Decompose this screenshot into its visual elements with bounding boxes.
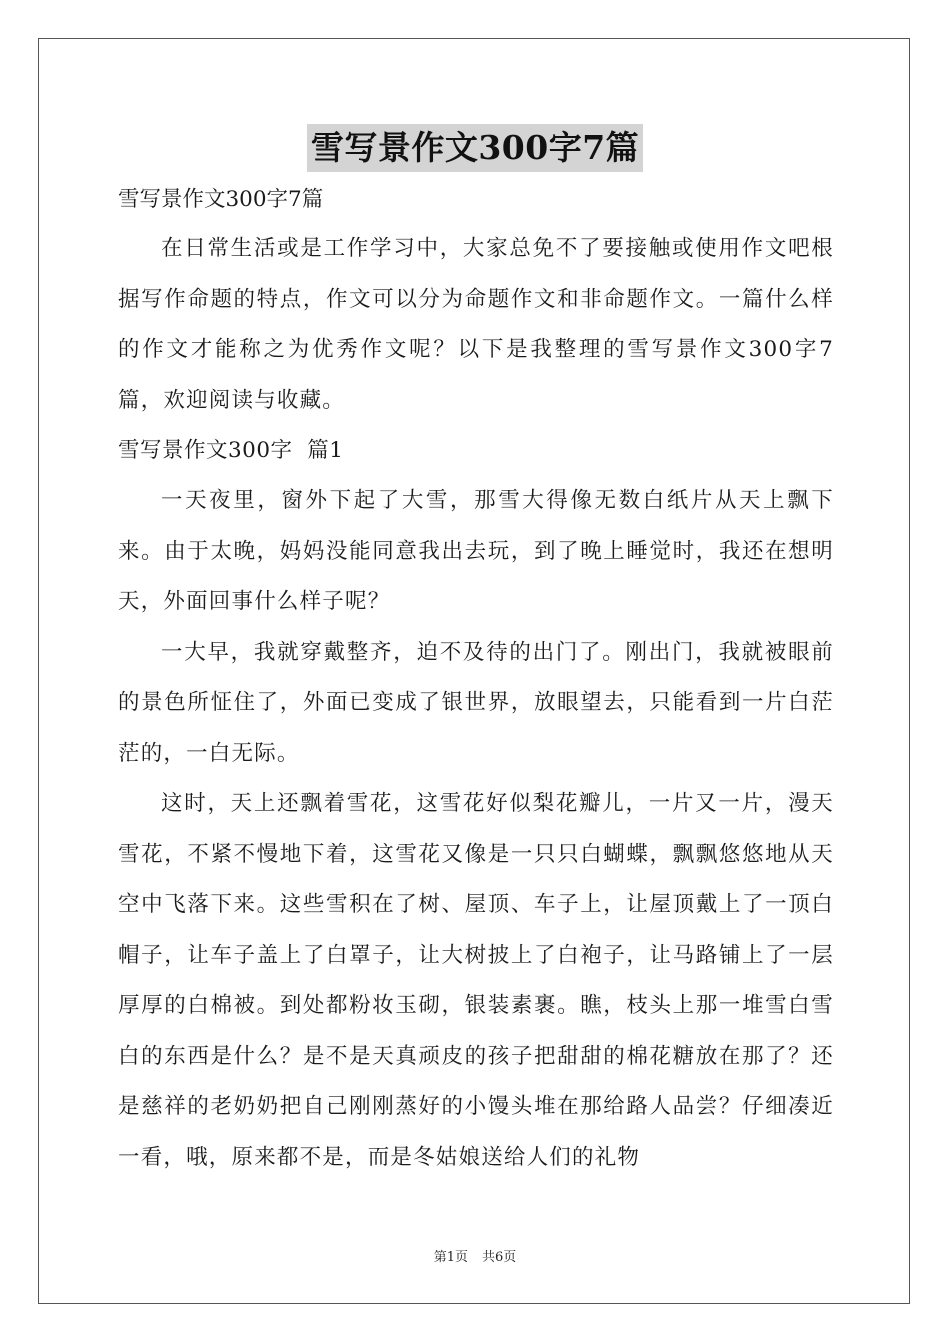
section-heading: 雪写景作文300字 篇1 — [118, 438, 344, 463]
document-body — [118, 176, 834, 1183]
intro-paragraph: 在日常生活或是工作学习中，大家总免不了要接触或使用作文吧根据写作命题的特点，作文可以分为命题作文和非命题作文。一篇什么样的作文才能称之为优秀作文呢？以下是我整理的雪写景作文300字7篇，欢迎阅读与收藏。 — [118, 236, 834, 413]
body-paragraph-3: 这时，天上还飘着雪花，这雪花好似梨花瓣儿，一片又一片，漫天雪花，不紧不慢地下着，这雪花又像是一只只白蝴蝶，飘飘悠悠地从天空中飞落下来。这些雪积在了树、屋顶、车子上，让屋顶戴上了一顶白帽子，让车子盖上了白罩子，让大树披上了白袍子，让马路铺上了一层厚厚的白棉被。到处都粉妆玉砌，银装素裹。瞧，枝头上那一堆雪白雪白的东西是什么？是不是天真顽皮的孩子把甜甜的棉花糖放在那了？还是慈祥的老奶奶把自己刚刚蒸好的小馒头堆在那给路人品尝？仔细凑近一看，哦，原来都不是，而是冬姑娘送给人们的礼物 — [118, 791, 834, 1170]
body-paragraph-1: 一天夜里，窗外下起了大雪，那雪大得像无数白纸片从天上飘下来。由于太晚，妈妈没能同意我出去玩，到了晚上睡觉时，我还在想明天，外面回事什么样子呢？ — [118, 488, 834, 614]
document-title: 雪写景作文300字7篇 — [307, 124, 643, 172]
body-paragraph-2: 一大早，我就穿戴整齐，迫不及待的出门了。刚出门，我就被眼前的景色所怔住了，外面已变成了银世界，放眼望去，只能看到一片白茫茫的，一白无际。 — [118, 639, 834, 766]
title-container — [0, 124, 950, 172]
subtitle-line: 雪写景作文300字7篇 — [118, 187, 324, 212]
page-number: 第1页 — [433, 1250, 468, 1265]
page-footer — [0, 1246, 950, 1265]
page-total: 共6页 — [482, 1250, 517, 1265]
